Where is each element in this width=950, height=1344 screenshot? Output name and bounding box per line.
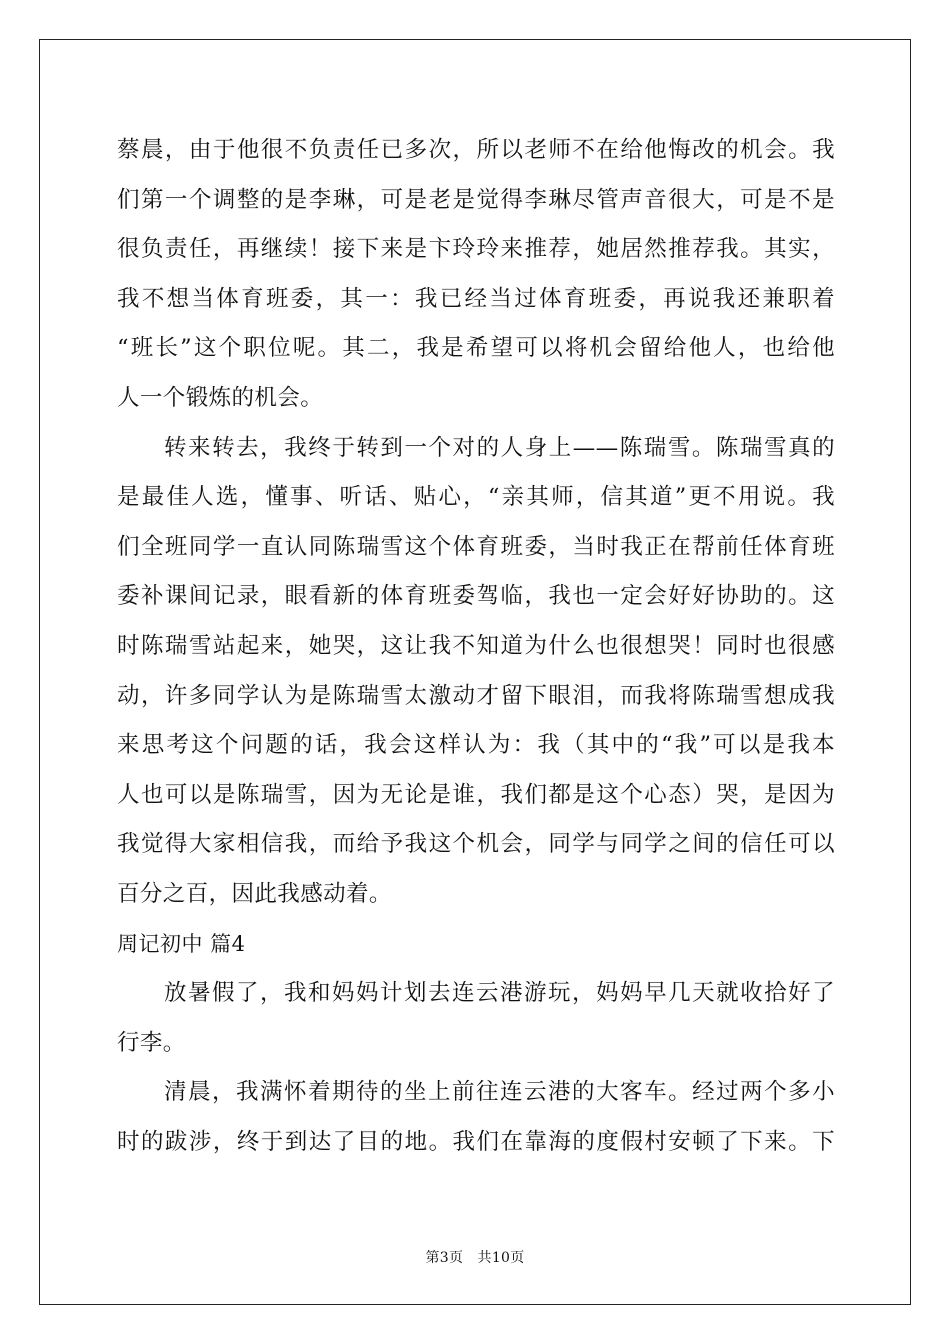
text-line: 人也可以是陈瑞雪，因为无论是谁，我们都是这个心态）哭，是因为 xyxy=(117,781,835,808)
text-line: 很负责任，再继续！接下来是卞玲玲来推荐，她居然推荐我。其实， xyxy=(117,236,835,263)
text-line: 我不想当体育班委，其一：我已经当过体育班委，再说我还兼职着 xyxy=(117,285,835,312)
text-line: 们全班同学一直认同陈瑞雪这个体育班委，当时我正在帮前任体育班 xyxy=(117,533,835,560)
text-line: 行李。 xyxy=(117,1029,186,1056)
text-line: 们第一个调整的是李琳，可是老是觉得李琳尽管声音很大，可是不是 xyxy=(117,186,835,213)
text-line: 来思考这个问题的话，我会这样认为：我（其中的“我”可以是我本 xyxy=(117,732,835,759)
text-line: 百分之百，因此我感动着。 xyxy=(117,880,392,907)
text-line: 我觉得大家相信我，而给予我这个机会，同学与同学之间的信任可以 xyxy=(117,831,835,858)
text-line: 时的跋涉，终于到达了目的地。我们在靠海的度假村安顿了下来。下 xyxy=(117,1128,835,1155)
page-total: 共10页 xyxy=(477,1250,525,1266)
section-heading: 周记初中 篇4 xyxy=(117,931,246,956)
text-line: 人一个锻炼的机会。 xyxy=(117,384,324,411)
text-line: 蔡晨，由于他很不负责任已多次，所以老师不在给他悔改的机会。我 xyxy=(117,137,835,163)
text-line: 放暑假了，我和妈妈计划去连云港游玩，妈妈早几天就收拾好了 xyxy=(164,980,835,1007)
page-number: 第3页 xyxy=(425,1250,464,1266)
text-line: 时陈瑞雪站起来，她哭，这让我不知道为什么也很想哭！同时也很感 xyxy=(117,632,835,659)
page-footer xyxy=(0,1247,950,1267)
text-line: 是最佳人选，懂事、听话、贴心，“亲其师，信其道”更不用说。我 xyxy=(117,484,835,511)
text-line: 动，许多同学认为是陈瑞雪太激动才留下眼泪，而我将陈瑞雪想成我 xyxy=(117,682,835,709)
text-line: 委补课间记录，眼看新的体育班委驾临，我也一定会好好协助的。这 xyxy=(117,583,835,610)
text-line: 清晨，我满怀着期待的坐上前往连云港的大客车。经过两个多小 xyxy=(164,1079,835,1106)
text-line: 转来转去，我终于转到一个对的人身上——陈瑞雪。陈瑞雪真的 xyxy=(164,434,835,461)
document-body xyxy=(117,126,835,1167)
text-line: “班长”这个职位呢。其二，我是希望可以将机会留给他人，也给他 xyxy=(117,335,835,362)
